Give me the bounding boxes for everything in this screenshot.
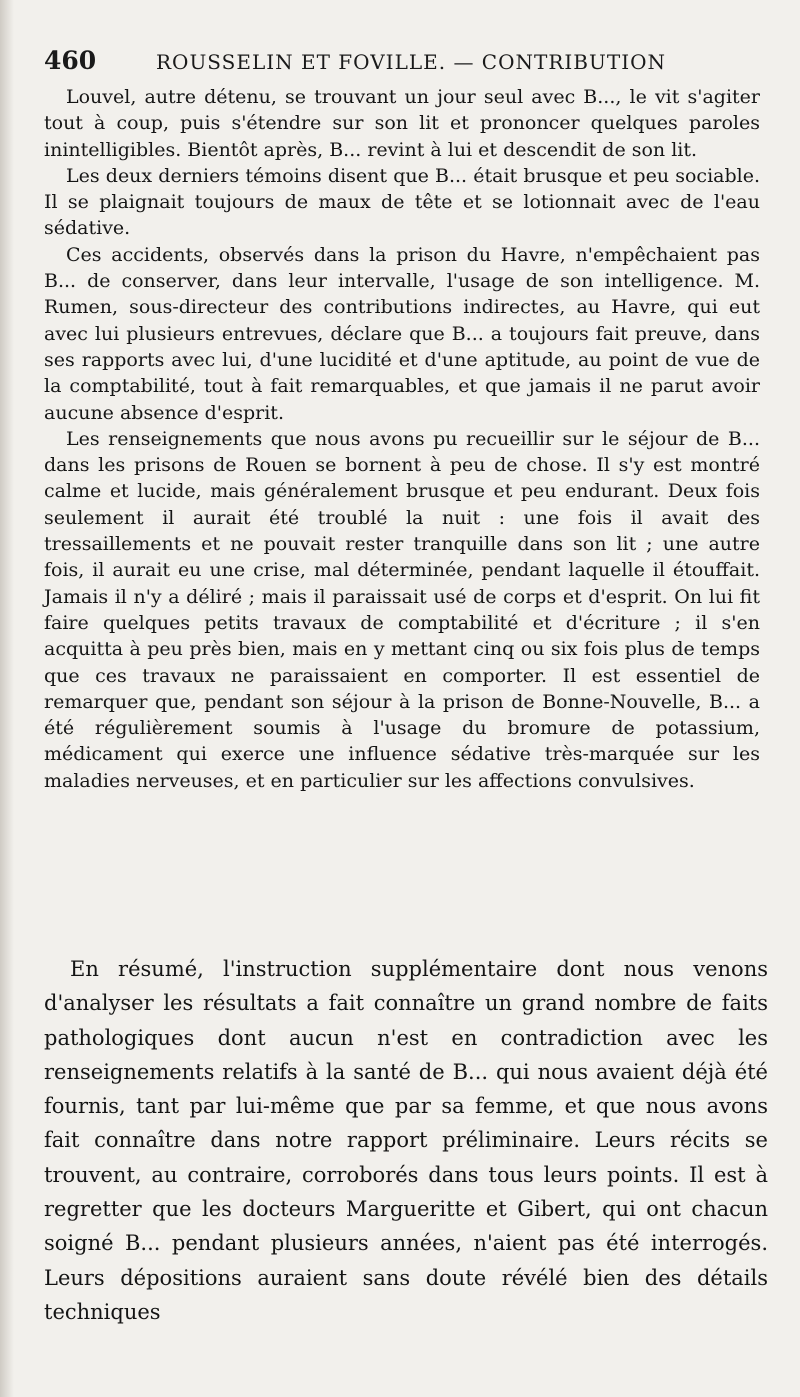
page-header bbox=[44, 46, 764, 76]
paragraph-rouen-prison: Les renseignements que nous avons pu recueillir sur le séjour de B... dans les prisons de Rouen se bornent à peu de chose. Il s'y est montré calme et lucide, mais généralement brusque et peu endurant. Deux fois seulement il aurait été troublé la nuit : une fois il avait des tressaillements et ne pouvait rester tranquille dans son lit ; une autre fois, il aurait eu une crise, mal déterminée, pendant laquelle il étouffait. Jamais il n'y a déliré ; mais il paraissait usé de corps et d'esprit. On lui fit faire quelques petits travaux de comptabilité et d'écriture ; il s'en acquitta à peu près bien, mais en y mettant cinq ou six fois plus de temps que ces travaux ne paraissaient en comporter. Il est essentiel de remarquer que, pendant son séjour à la prison de Bonne-Nouvelle, B... a été régulièrement soumis à l'usage du bromure de potassium, médicament qui exerce une influence sédative très-marquée sur les maladies nerveuses, et en particulier sur les affections convulsives. bbox=[44, 427, 760, 792]
page-number: 460 bbox=[44, 46, 97, 75]
page-spine-shadow bbox=[0, 0, 14, 1397]
conclusion-text bbox=[44, 952, 768, 1329]
paragraph-witnesses: Les deux derniers témoins disent que B... était brusque et peu sociable. Il se plaignait toujours de maux de tête et se lotionnait avec de l'eau sédative. bbox=[44, 164, 760, 240]
paragraph-conclusion: En résumé, l'instruction supplémentaire dont nous venons d'analyser les résultats a fait connaître un grand nombre de faits pathologiques dont aucun n'est en contradiction avec les renseignements relatifs à la santé de B... qui nous avaient déjà été fournis, tant par lui-même que par sa femme, et que nous avons fait connaître dans notre rapport préliminaire. Leurs récits se trouvent, au contraire, corroborés dans tous leurs points. Il est à regretter que les docteurs Margueritte et Gibert, qui ont chacun soigné B... pendant plusieurs années, n'aient pas été interrogés. Leurs dépositions auraient sans doute révélé bien des détails techniques bbox=[44, 957, 768, 1324]
body-text bbox=[44, 84, 760, 794]
paragraph-havre-prison: Ces accidents, observés dans la prison du Havre, n'empêchaient pas B... de conserver, dans leur intervalle, l'usage de son intelligence. M. Rumen, sous-directeur des contributions indirectes, au Havre, qui eut avec lui plusieurs entrevues, déclare que B... a toujours fait preuve, dans ses rapports avec lui, d'une lucidité et d'une aptitude, au point de vue de la comptabilité, tout à fait remarquables, et que jamais il ne parut avoir aucune absence d'esprit. bbox=[44, 243, 760, 424]
paragraph-louvel: Louvel, autre détenu, se trouvant un jour seul avec B..., le vit s'agiter tout à coup, puis s'étendre sur son lit et prononcer quelques paroles inintelligibles. Bientôt après, B... revint à lui et descendit de son lit. bbox=[44, 86, 760, 161]
running-head: ROUSSELIN ET FOVILLE. — CONTRIBUTION bbox=[156, 50, 666, 74]
